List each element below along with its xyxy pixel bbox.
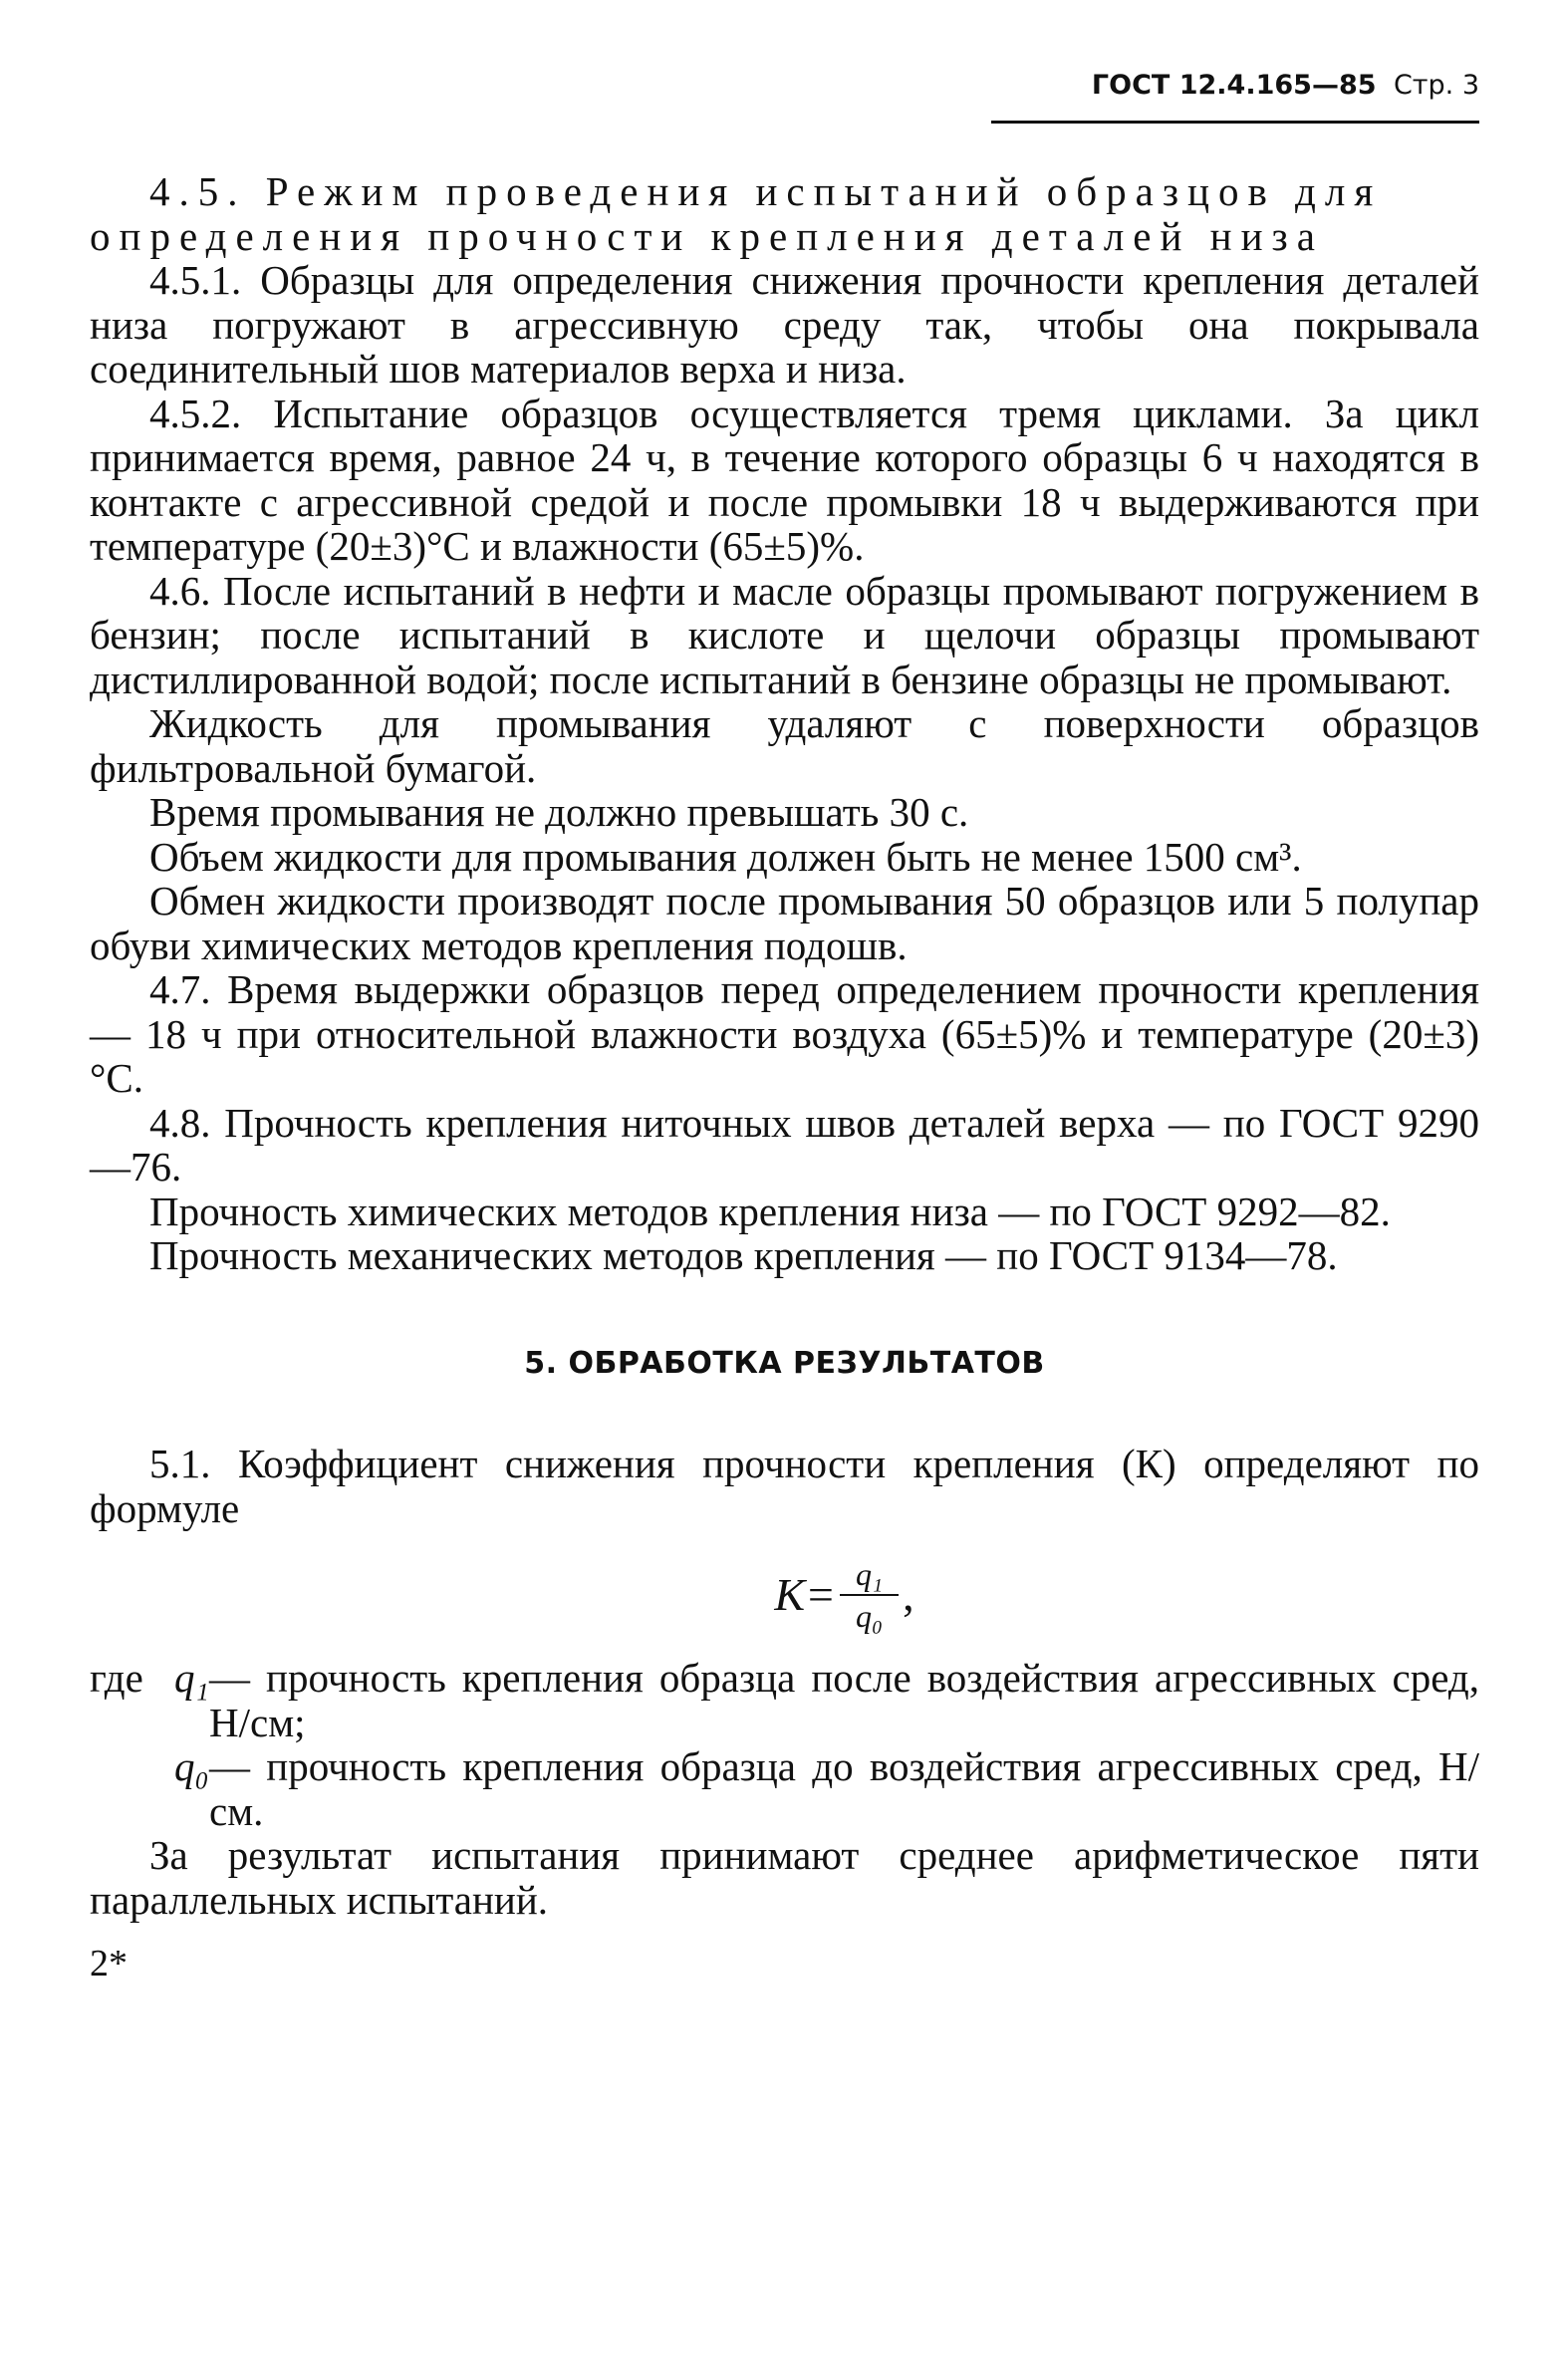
where-item (90, 1744, 1479, 1833)
clause-4-8: 4.8. Прочность крепления ниточных швов деталей верха — по ГОСТ 9290—76. (90, 1099, 1479, 1190)
clause-5-1: 5.1. Коэффициент снижения прочности крепления (К) определяют по формуле (90, 1441, 1479, 1531)
document-body (90, 169, 1479, 1986)
clause-4-5: 4.5. Режим проведения испытаний образцов для определения прочности крепления деталей низа (90, 168, 1383, 259)
clause-4-6: 4.6. После испытаний в нефти и масле образцы промывают погружением в бензин; после испытаний в кислоте и щелочи образцы промывают дистиллированной водой; после испытаний в бензине образцы не промывают. (90, 567, 1479, 702)
formula-fraction (840, 1554, 899, 1636)
clause-4-6-paragraph: Обмен жидкости производят после промывания 50 образцов или 5 полупар обуви химических методов крепления подошв. (90, 878, 1479, 968)
where-definition: — прочность крепления образца после воздействия агрессивных сред, Н/см; (209, 1655, 1479, 1745)
section-heading: 5. ОБРАБОТКА РЕЗУЛЬТАТОВ (524, 1345, 1045, 1381)
formula-numerator: q₁ (856, 1556, 884, 1592)
formula-tail: , (903, 1568, 914, 1620)
where-lead (90, 1744, 174, 1833)
clause-4-5-1: 4.5.1. Образцы для определения снижения прочности крепления деталей низа погружают в агрессивную среду так, чтобы она покрывала соединительный шов материалов верха и низа. (90, 257, 1479, 392)
where-symbol: q₀ (174, 1743, 209, 1789)
formula-denominator: q₀ (856, 1598, 884, 1634)
signature-mark: 2* (90, 1943, 128, 1984)
clause-4-7: 4.7. Время выдержки образцов перед определением прочности крепления — 18 ч при относительной влажности воздуха (65±5)% и температуре (20±3)°С. (90, 966, 1479, 1101)
page-header (90, 70, 1479, 101)
formula-lhs: K= (774, 1568, 837, 1620)
clause-5-1-result: За результат испытания принимают среднее арифметическое пяти параллельных испытаний. (90, 1832, 1479, 1923)
clause-4-8-paragraph: Прочность механических методов крепления — по ГОСТ 9134—78. (149, 1232, 1338, 1278)
standard-title: ГОСТ 12.4.165—85 (1091, 70, 1377, 101)
where-item (90, 1656, 1479, 1744)
clause-4-6-paragraph: Время промывания не должно превышать 30 с. (149, 789, 969, 835)
clause-4-6-paragraph: Объем жидкости для промывания должен быть не менее 1500 см³. (149, 833, 1302, 880)
header-rule (991, 121, 1479, 124)
clause-4-8-paragraph: Прочность химических методов крепления низа — по ГОСТ 9292—82. (149, 1188, 1391, 1234)
where-symbol: q₁ (174, 1655, 209, 1701)
where-definition: — прочность крепления образца до воздействия агрессивных сред, Н/см. (209, 1743, 1479, 1834)
clause-4-6-paragraph: Жидкость для промывания удаляют с поверхности образцов фильтровальной бумагой. (90, 700, 1479, 791)
clause-4-5-2: 4.5.2. Испытание образцов осуществляется тремя циклами. За цикл принимается время, равное 24 ч, в течение которого образцы 6 ч находятся в контакте с агрессивной средой и после промывки 18 ч выдерживаются при температуре (20±3)°С и влажности (65±5)%. (90, 390, 1479, 569)
where-lead: где (90, 1655, 143, 1701)
page-number: Стр. 3 (1393, 70, 1479, 101)
formula (90, 1554, 1479, 1636)
